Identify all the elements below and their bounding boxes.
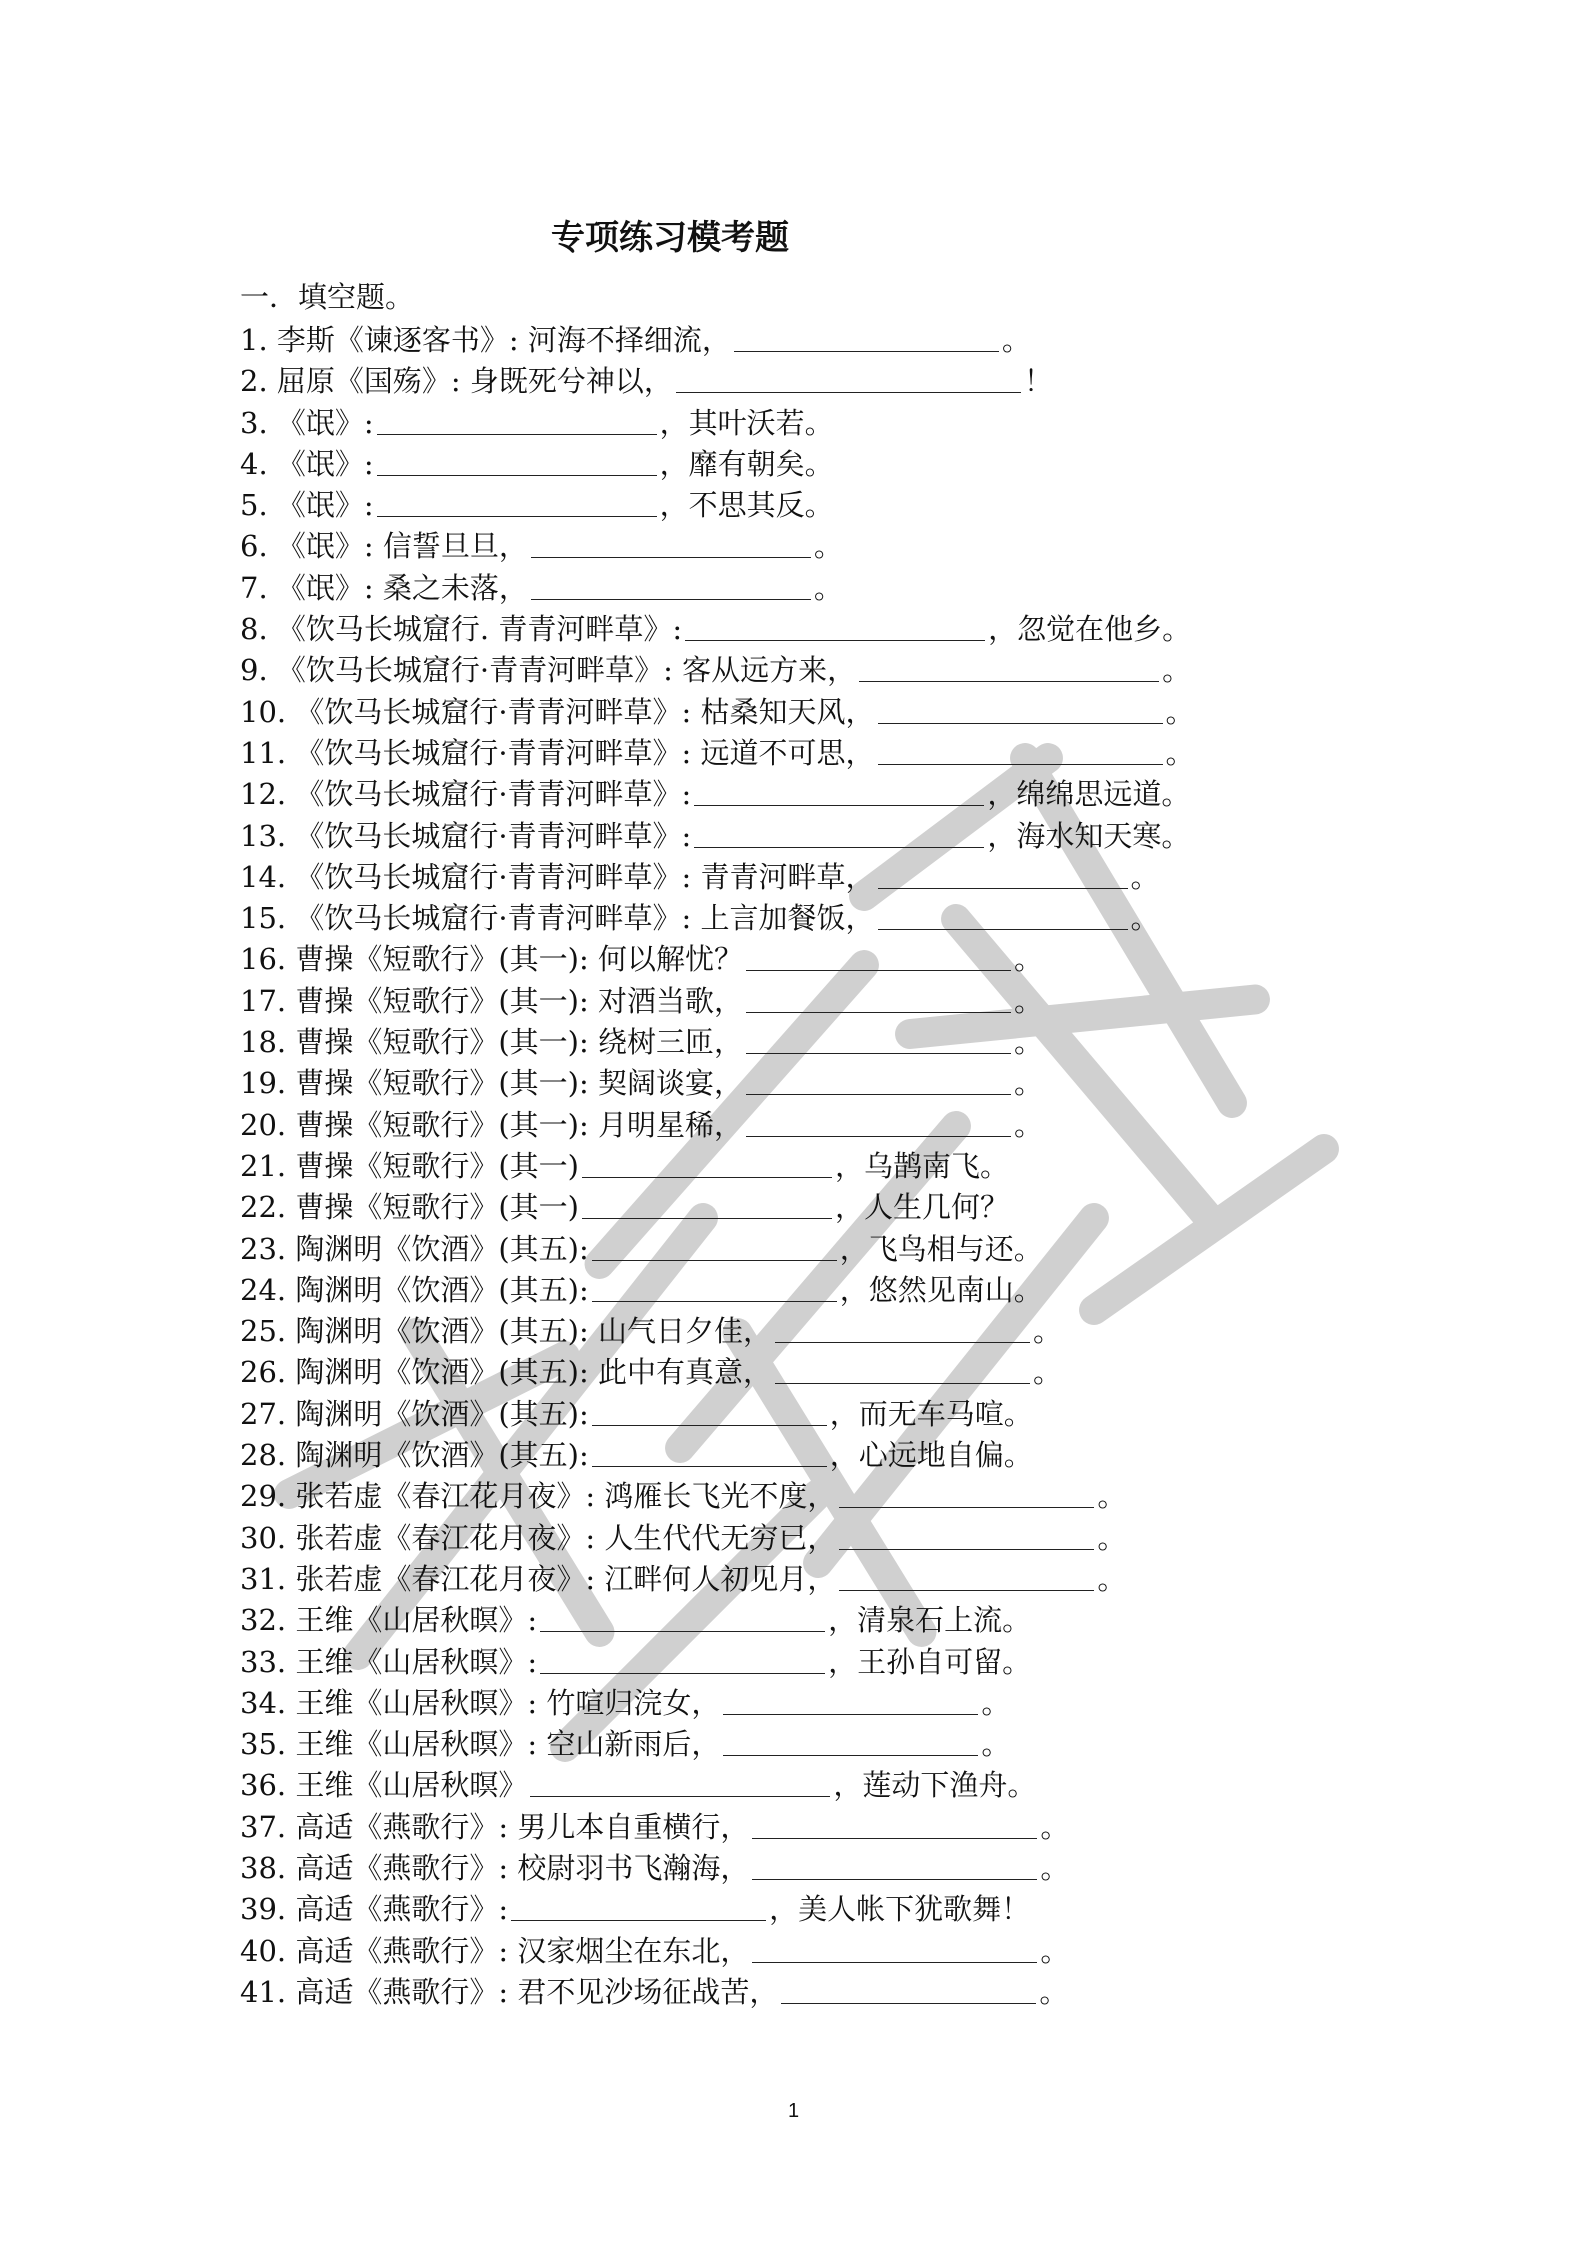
answer-blank[interactable] xyxy=(694,819,984,848)
question-suffix: ，飞鸟相与还。 xyxy=(839,1231,1043,1266)
question-prompt: 3. 《氓》: xyxy=(240,405,374,440)
answer-blank[interactable] xyxy=(592,1397,827,1426)
question-item xyxy=(240,1105,1380,1146)
question-suffix: ！ xyxy=(1023,364,1053,399)
question-prompt: 34. 王维《山居秋暝》: 竹喧归浣女， xyxy=(240,1685,721,1720)
answer-blank[interactable] xyxy=(752,1851,1037,1880)
question-prompt: 30. 张若虚《春江花月夜》: 人生代代无穷已， xyxy=(240,1520,837,1555)
question-item xyxy=(240,650,1380,691)
question-prompt: 33. 王维《山居秋暝》: xyxy=(240,1644,538,1679)
answer-blank[interactable] xyxy=(592,1232,837,1261)
question-item xyxy=(240,1022,1380,1063)
question-prompt: 28. 陶渊明《饮酒》(其五): xyxy=(240,1438,589,1473)
question-item xyxy=(240,1848,1380,1889)
question-prompt: 14. 《饮马长城窟行·青青河畔草》: 青青河畔草， xyxy=(240,859,875,894)
answer-blank[interactable] xyxy=(839,1521,1094,1550)
question-suffix: 。 xyxy=(1162,653,1192,688)
answer-blank[interactable] xyxy=(582,1190,832,1219)
question-suffix: 。 xyxy=(1097,1520,1127,1555)
question-prompt: 6. 《氓》: 信誓旦旦， xyxy=(240,529,528,564)
question-suffix: 。 xyxy=(1001,323,1031,357)
question-item xyxy=(240,444,1380,485)
question-suffix: 。 xyxy=(1032,1355,1062,1390)
question-suffix: 。 xyxy=(1040,1850,1070,1885)
question-item xyxy=(240,1600,1380,1641)
question-item xyxy=(240,1518,1380,1559)
question-suffix: 。 xyxy=(1040,1933,1070,1968)
answer-blank[interactable] xyxy=(511,1892,766,1921)
question-suffix: 。 xyxy=(1130,859,1160,894)
question-item xyxy=(240,1807,1380,1848)
question-suffix: ，其叶沃若。 xyxy=(659,405,834,440)
question-item xyxy=(240,816,1380,857)
page-title: 专项练习模考题 xyxy=(551,218,789,258)
answer-blank[interactable] xyxy=(723,1686,978,1715)
answer-blank[interactable] xyxy=(582,1149,832,1178)
question-prompt: 17. 曹操《短歌行》(其一): 对酒当歌， xyxy=(240,983,743,1018)
question-prompt: 19. 曹操《短歌行》(其一): 契阔谈宴， xyxy=(240,1066,743,1101)
question-suffix: 。 xyxy=(981,1727,1011,1762)
question-item xyxy=(240,1187,1380,1228)
question-prompt: 29. 张若虚《春江花月夜》: 鸿雁长飞光不度， xyxy=(240,1479,837,1514)
answer-blank[interactable] xyxy=(781,1975,1036,2004)
question-item xyxy=(240,1435,1380,1476)
answer-blank[interactable] xyxy=(878,736,1163,765)
question-prompt: 38. 高适《燕歌行》: 校尉羽书飞瀚海， xyxy=(240,1850,750,1885)
question-prompt: 11. 《饮马长城窟行·青青河畔草》: 远道不可思， xyxy=(240,735,875,770)
question-prompt: 12. 《饮马长城窟行·青青河畔草》: xyxy=(240,777,692,812)
question-item xyxy=(240,1311,1380,1352)
question-suffix: 。 xyxy=(1097,1561,1127,1596)
answer-blank[interactable] xyxy=(746,1066,1011,1095)
answer-blank[interactable] xyxy=(775,1314,1030,1343)
question-prompt: 20. 曹操《短歌行》(其一): 月明星稀， xyxy=(240,1107,743,1142)
question-suffix: ，王孙自可留。 xyxy=(828,1644,1032,1679)
question-prompt: 13. 《饮马长城窟行·青青河畔草》: xyxy=(240,818,692,853)
question-suffix: 。 xyxy=(1130,901,1160,936)
question-suffix: 。 xyxy=(1013,983,1043,1018)
question-item xyxy=(240,1972,1380,2013)
question-prompt: 2. 屈原《国殇》: 身既死兮神以， xyxy=(240,364,673,399)
answer-blank[interactable] xyxy=(592,1438,827,1467)
question-prompt: 37. 高适《燕歌行》: 男儿本自重横行， xyxy=(240,1809,750,1844)
question-suffix: ，心远地自偏。 xyxy=(829,1438,1033,1473)
question-suffix: 。 xyxy=(1039,1974,1069,2009)
question-prompt: 36. 王维《山居秋暝》 xyxy=(240,1768,528,1803)
question-prompt: 7. 《氓》: 桑之未落， xyxy=(240,570,528,605)
question-prompt: 5. 《氓》: xyxy=(240,488,374,523)
question-item xyxy=(240,568,1380,609)
question-prompt: 23. 陶渊明《饮酒》(其五): xyxy=(240,1231,589,1266)
answer-blank[interactable] xyxy=(685,612,985,641)
question-suffix: ，不思其反。 xyxy=(659,488,834,523)
question-item xyxy=(240,485,1380,526)
question-item xyxy=(240,774,1380,815)
answer-blank[interactable] xyxy=(531,571,811,600)
question-item xyxy=(240,1683,1380,1724)
question-suffix: ，莲动下渔舟。 xyxy=(833,1768,1037,1803)
question-prompt: 8. 《饮马长城窟行. 青青河畔草》: xyxy=(240,612,683,647)
answer-blank[interactable] xyxy=(746,1025,1011,1054)
question-item xyxy=(240,1642,1380,1683)
question-suffix: 。 xyxy=(1013,1107,1043,1142)
answer-blank[interactable] xyxy=(878,860,1128,889)
question-prompt: 9. 《饮马长城窟行·青青河畔草》: 客从远方来， xyxy=(240,653,857,688)
question-suffix: ，美人帐下犹歌舞！ xyxy=(769,1892,1031,1927)
answer-blank[interactable] xyxy=(723,1727,978,1756)
answer-blank[interactable] xyxy=(878,901,1128,930)
question-item xyxy=(240,403,1380,444)
question-prompt: 10. 《饮马长城窟行·青青河畔草》: 枯桑知天风， xyxy=(240,694,875,729)
question-item xyxy=(240,1765,1380,1806)
answer-blank[interactable] xyxy=(878,695,1163,724)
question-suffix: 。 xyxy=(813,570,843,605)
question-item xyxy=(240,1559,1380,1600)
question-prompt: 21. 曹操《短歌行》(其一) xyxy=(240,1148,579,1183)
question-item xyxy=(240,1476,1380,1517)
answer-blank[interactable] xyxy=(377,488,657,517)
question-prompt: 1. 李斯《谏逐客书》: 河海不择细流， xyxy=(240,323,731,357)
question-item xyxy=(240,1394,1380,1435)
question-prompt: 27. 陶渊明《饮酒》(其五): xyxy=(240,1396,589,1431)
answer-blank[interactable] xyxy=(592,1273,837,1302)
answer-blank[interactable] xyxy=(676,364,1021,393)
answer-blank[interactable] xyxy=(540,1603,825,1632)
question-prompt: 15. 《饮马长城窟行·青青河畔草》: 上言加餐饭， xyxy=(240,901,875,936)
question-item xyxy=(240,939,1380,980)
question-item xyxy=(240,1889,1380,1930)
question-prompt: 39. 高适《燕歌行》: xyxy=(240,1892,509,1927)
question-list xyxy=(240,320,1380,2013)
question-item xyxy=(240,857,1380,898)
question-suffix: ，乌鹊南飞。 xyxy=(834,1148,1009,1183)
answer-blank[interactable] xyxy=(859,653,1159,682)
question-item xyxy=(240,1352,1380,1393)
question-prompt: 25. 陶渊明《饮酒》(其五): 山气日夕佳， xyxy=(240,1314,772,1349)
answer-blank[interactable] xyxy=(752,1810,1037,1839)
question-suffix: 。 xyxy=(1013,1025,1043,1060)
question-item xyxy=(240,1931,1380,1972)
question-item xyxy=(240,609,1380,650)
question-prompt: 40. 高适《燕歌行》: 汉家烟尘在东北， xyxy=(240,1933,750,1968)
question-suffix: ，清泉石上流。 xyxy=(828,1603,1032,1638)
question-suffix: 。 xyxy=(1032,1314,1062,1349)
answer-blank[interactable] xyxy=(531,529,811,558)
question-suffix: 。 xyxy=(1013,1066,1043,1101)
question-item xyxy=(240,733,1380,774)
question-suffix: 。 xyxy=(1165,694,1195,729)
question-item xyxy=(240,1146,1380,1187)
question-prompt: 31. 张若虚《春江花月夜》: 江畔何人初见月， xyxy=(240,1561,837,1596)
answer-blank[interactable] xyxy=(746,1108,1011,1137)
question-prompt: 16. 曹操《短歌行》(其一): 何以解忧？ xyxy=(240,942,743,977)
question-suffix: 。 xyxy=(1097,1479,1127,1514)
question-item xyxy=(240,692,1380,733)
section-heading: 一．填空题。 xyxy=(240,280,415,314)
answer-blank[interactable] xyxy=(752,1934,1037,1963)
answer-blank[interactable] xyxy=(746,984,1011,1013)
question-suffix: ，而无车马喧。 xyxy=(829,1396,1033,1431)
question-suffix: 。 xyxy=(1165,735,1195,770)
answer-blank[interactable] xyxy=(839,1479,1094,1508)
question-item xyxy=(240,1270,1380,1311)
question-item xyxy=(240,981,1380,1022)
question-prompt: 35. 王维《山居秋暝》: 空山新雨后， xyxy=(240,1727,721,1762)
answer-blank[interactable] xyxy=(775,1355,1030,1384)
question-prompt: 26. 陶渊明《饮酒》(其五): 此中有真意， xyxy=(240,1355,772,1390)
question-suffix: 。 xyxy=(813,529,843,564)
question-suffix: ，海水知天寒。 xyxy=(987,818,1191,853)
question-suffix: ，忽觉在他乡。 xyxy=(988,612,1192,647)
question-item xyxy=(240,898,1380,939)
question-prompt: 41. 高适《燕歌行》: 君不见沙场征战苦， xyxy=(240,1974,779,2009)
answer-blank[interactable] xyxy=(377,406,657,435)
page-number: 1 xyxy=(787,2100,800,2122)
answer-blank[interactable] xyxy=(377,447,657,476)
question-item xyxy=(240,526,1380,567)
answer-blank[interactable] xyxy=(694,777,984,806)
question-prompt: 4. 《氓》: xyxy=(240,446,374,481)
question-prompt: 24. 陶渊明《饮酒》(其五): xyxy=(240,1272,589,1307)
question-item xyxy=(240,320,1380,361)
question-suffix: 。 xyxy=(981,1685,1011,1720)
question-prompt: 32. 王维《山居秋暝》: xyxy=(240,1603,538,1638)
answer-blank[interactable] xyxy=(530,1768,830,1797)
question-item xyxy=(240,361,1380,402)
question-item xyxy=(240,1229,1380,1270)
question-suffix: ，靡有朝矣。 xyxy=(659,446,834,481)
question-suffix: ，绵绵思远道。 xyxy=(987,777,1191,812)
answer-blank[interactable] xyxy=(540,1645,825,1674)
answer-blank[interactable] xyxy=(839,1562,1094,1591)
question-prompt: 18. 曹操《短歌行》(其一): 绕树三匝， xyxy=(240,1025,743,1060)
answer-blank[interactable] xyxy=(746,942,1011,971)
question-suffix: ，悠然见南山。 xyxy=(839,1272,1043,1307)
question-suffix: 。 xyxy=(1040,1809,1070,1844)
answer-blank[interactable] xyxy=(734,323,999,352)
question-suffix: 。 xyxy=(1013,942,1043,977)
question-prompt: 22. 曹操《短歌行》(其一) xyxy=(240,1190,579,1225)
question-item xyxy=(240,1063,1380,1104)
question-item xyxy=(240,1724,1380,1765)
question-suffix: ，人生几何？ xyxy=(834,1190,1009,1225)
